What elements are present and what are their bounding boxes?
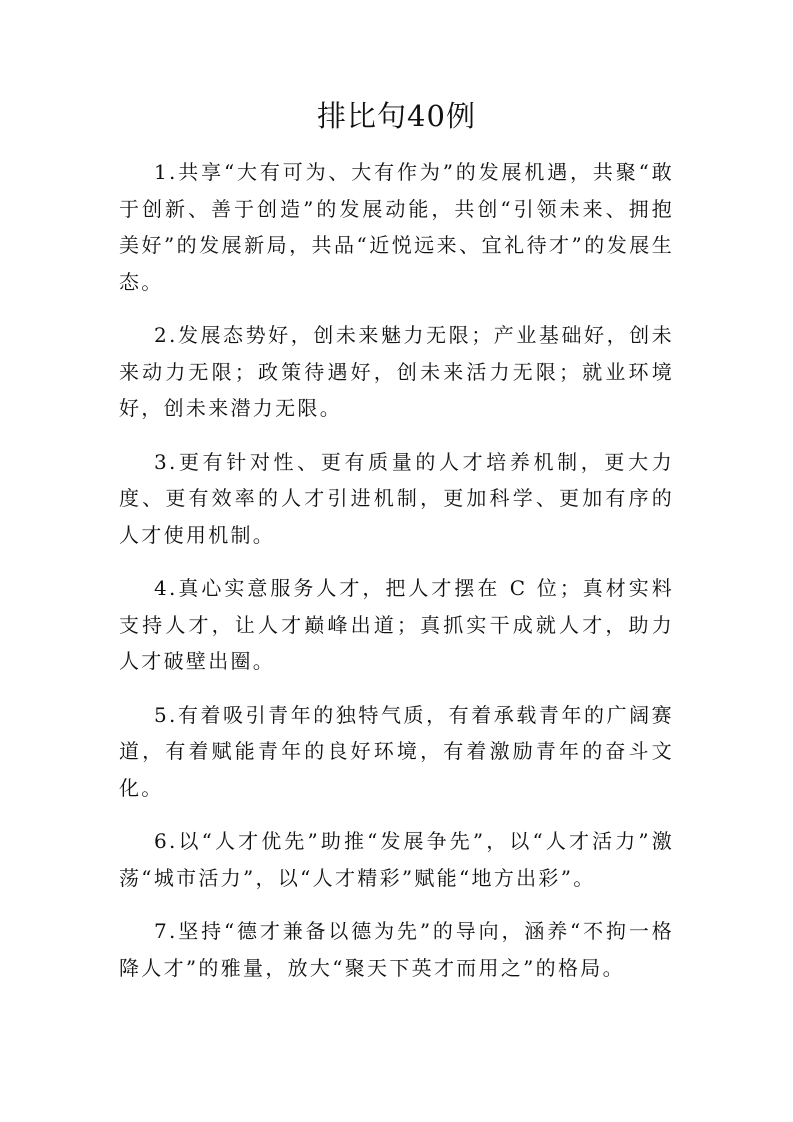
paragraph-1: 1.共享“大有可为、大有作为”的发展机遇，共聚“敢于创新、善于创造”的发展动能，共创“引领未来、拥抱美好”的发展新局，共品“近悦远来、宜礼待才”的发展生态。 bbox=[119, 160, 674, 294]
document-title: 排比句40例 bbox=[317, 99, 476, 133]
paragraph-5: 5.有着吸引青年的独特气质，有着承载青年的广阔赛道，有着赋能青年的良好环境，有着激励青年的奋斗文化。 bbox=[119, 702, 674, 800]
paragraph-3: 3.更有针对性、更有质量的人才培养机制，更大力度、更有效率的人才引进机制，更加科学、更加有序的人才使用机制。 bbox=[119, 449, 674, 547]
paragraph-7: 7.坚持“德才兼备以德为先”的导向，涵养“不拘一格降人才”的雅量，放大“聚天下英才而用之”的格局。 bbox=[119, 919, 674, 980]
paragraph-6: 6.以“人才优先”助推“发展争先”，以“人才活力”激荡“城市活力”，以“人才精彩”赋能“地方出彩”。 bbox=[119, 829, 674, 890]
paragraph-4: 4.真心实意服务人才，把人才摆在 C 位；真材实料支持人才，让人才巅峰出道；真抓实干成就人才，助力人才破壁出圈。 bbox=[119, 576, 674, 673]
paragraph-2: 2.发展态势好，创未来魅力无限；产业基础好，创未来动力无限；政策待遇好，创未来活力无限；就业环境好，创未来潜力无限。 bbox=[119, 323, 674, 420]
